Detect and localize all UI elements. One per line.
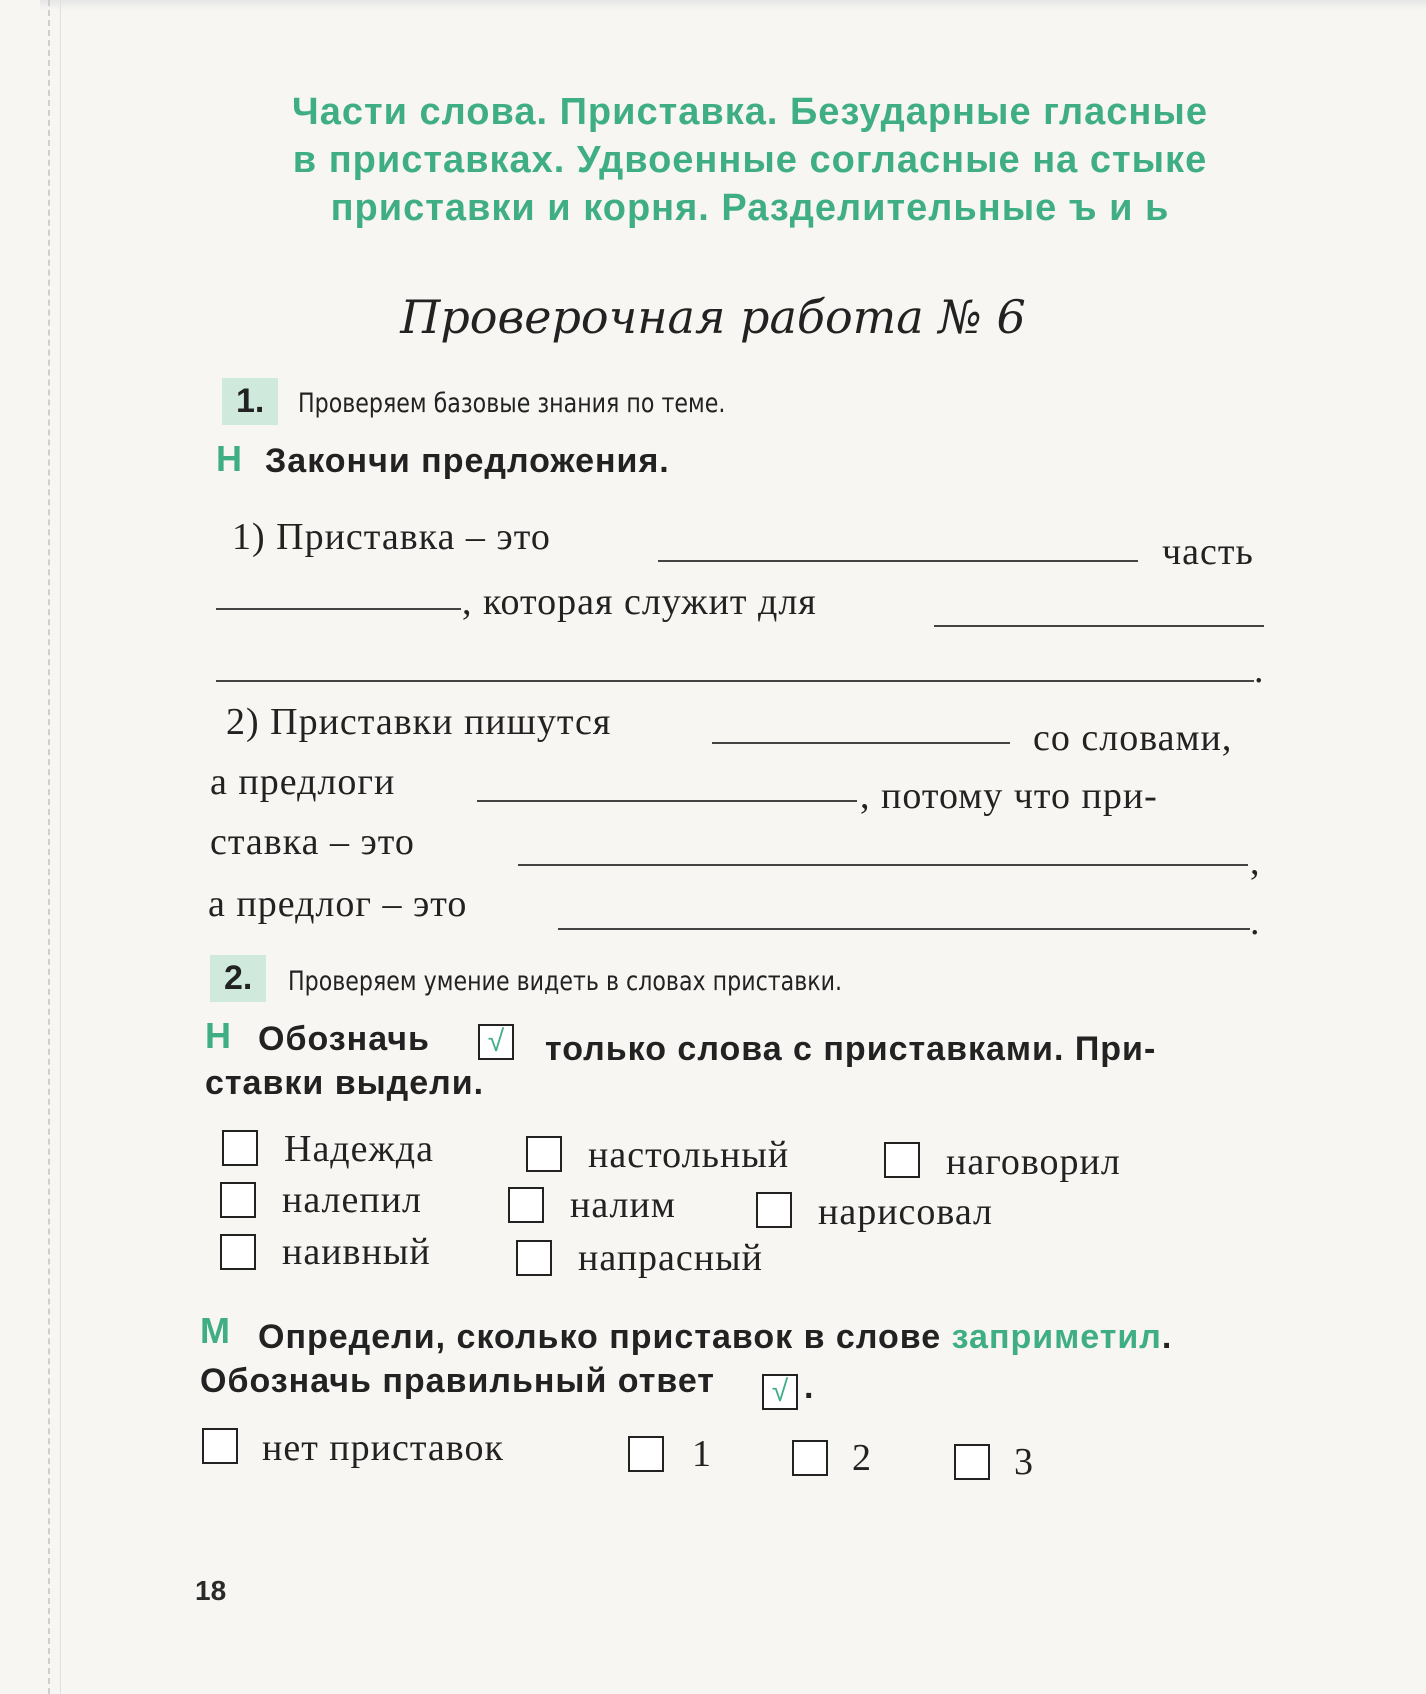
blank-line[interactable]: [518, 864, 1248, 866]
sentence-1-middle: , которая служит для: [462, 581, 817, 623]
question-text: Определи, сколько приставок в слове: [258, 1318, 942, 1356]
task-2-instruction-start: Обозначь: [258, 1020, 430, 1058]
task-1-level-badge: Н: [216, 438, 242, 479]
word-checkbox[interactable]: [516, 1240, 552, 1276]
word-3: наговорил: [946, 1141, 1121, 1183]
topic-title: [270, 88, 1230, 232]
blank-line[interactable]: [216, 608, 461, 610]
blank-line[interactable]: [558, 928, 1250, 930]
blank-line[interactable]: [712, 742, 1010, 744]
answer-instruction-dot: .: [804, 1368, 815, 1406]
sentence-2-end: .: [1250, 901, 1261, 943]
sentence-2-word: со словами,: [1033, 717, 1233, 759]
task-2-level-badge: Н: [205, 1015, 231, 1056]
sentence-1-word: часть: [1162, 531, 1254, 573]
topic-title-line-3: приставки и корня. Разделительные ъ и ь: [330, 187, 1170, 229]
work-title: Проверочная работа № 6: [400, 290, 1026, 344]
sentence-2-because: , потому что при-: [860, 775, 1158, 817]
task-2-instruction-end: только слова с приставками. При-: [545, 1030, 1157, 1068]
task-2-description: Проверяем умение видеть в словах приставки.: [288, 966, 843, 997]
word-2: настольный: [588, 1134, 790, 1176]
word-checkbox[interactable]: [222, 1130, 258, 1166]
binding-edge: [48, 0, 61, 1694]
task-2-level-m-badge: М: [200, 1310, 230, 1351]
answer-none: нет приставок: [262, 1427, 504, 1469]
blank-line[interactable]: [216, 680, 1254, 682]
answer-checkbox[interactable]: [792, 1440, 828, 1476]
word-4: налепил: [282, 1179, 422, 1221]
task-1-description: Проверяем базовые знания по теме.: [298, 388, 726, 419]
sentence-2-comma: ,: [1250, 841, 1261, 883]
page-top-shadow: [40, 0, 1426, 10]
answer-instruction: Обозначь правильный ответ: [200, 1362, 715, 1400]
answer-checkbox[interactable]: [954, 1444, 990, 1480]
page-number: 18: [195, 1575, 227, 1606]
sentence-1-start: 1) Приставка – это: [232, 516, 551, 558]
word-1: Надежда: [284, 1128, 434, 1170]
sentence-2-preposition-is: а предлог – это: [208, 883, 468, 925]
check-mark-sample: √: [478, 1024, 514, 1060]
check-mark-sample: √: [762, 1374, 798, 1410]
question-word: заприметил: [951, 1318, 1162, 1356]
word-5: налим: [570, 1184, 676, 1226]
sentence-2-prefix-is: ставка – это: [210, 821, 415, 863]
topic-title-line-1: Части слова. Приставка. Безударные гласные: [292, 91, 1208, 133]
word-6: нарисовал: [818, 1191, 994, 1233]
blank-line[interactable]: [477, 800, 857, 802]
answer-checkbox[interactable]: [202, 1428, 238, 1464]
sentence-1-end: .: [1254, 649, 1265, 691]
sentence-2-start: 2) Приставки пишутся: [226, 701, 612, 743]
answer-two: 2: [852, 1437, 872, 1479]
blank-line[interactable]: [658, 560, 1138, 562]
question-dot: .: [1161, 1318, 1173, 1356]
word-checkbox[interactable]: [884, 1142, 920, 1178]
word-checkbox[interactable]: [508, 1187, 544, 1223]
answer-checkbox[interactable]: [628, 1436, 664, 1472]
word-checkbox[interactable]: [756, 1192, 792, 1228]
blank-line[interactable]: [934, 625, 1264, 627]
word-checkbox[interactable]: [220, 1182, 256, 1218]
word-7: наивный: [282, 1231, 431, 1273]
word-8: напрасный: [578, 1237, 763, 1279]
answer-three: 3: [1014, 1441, 1034, 1483]
answer-one: 1: [692, 1433, 712, 1475]
task-1-number: 1.: [222, 378, 278, 425]
topic-title-line-2: в приставках. Удвоенные согласные на стыке: [292, 139, 1208, 181]
task-1-instruction: Закончи предложения.: [265, 442, 670, 480]
word-checkbox[interactable]: [220, 1234, 256, 1270]
word-checkbox[interactable]: [526, 1136, 562, 1172]
task-2-number: 2.: [210, 955, 266, 1002]
task-2-instruction-cont: ставки выдели.: [205, 1064, 485, 1102]
sentence-2-prepositions: а предлоги: [210, 761, 396, 803]
